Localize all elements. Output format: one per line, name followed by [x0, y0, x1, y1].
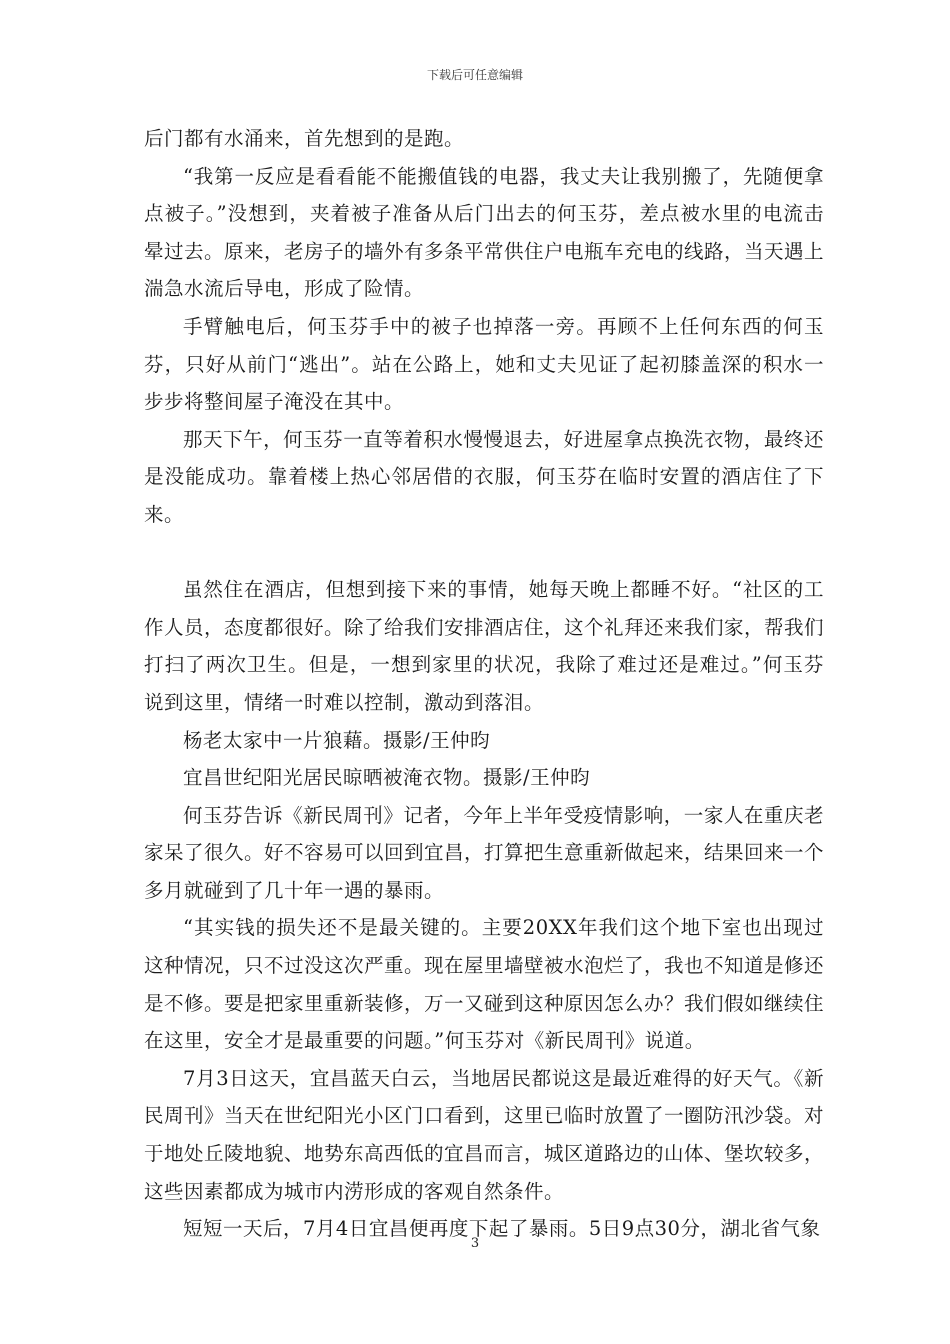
paragraph: 7月3日这天，宜昌蓝天白云，当地居民都说这是最近难得的好天气。《新民周刊》当天在世纪阳光小区门口看到，这里已临时放置了一圈防汛沙袋。对于地处丘陵地貌、地势东高西低的宜昌而言，城区道路边的山体、堡坎较多，这些因素都成为城市内涝形成的客观自然条件。 — [144, 1066, 825, 1203]
paragraph: 短短一天后，7月4日宜昌便再度下起了暴雨。5日9点30分，湖北省气象 — [183, 1217, 821, 1241]
paragraph: “其实钱的损失还不是最关键的。主要20XX年我们这个地下室也出现过这种情况，只不过没这次严重。现在屋里墙壁被水泡烂了，我也不知道是修还是不修。要是把家里重新装修，万一又碰到这种原因怎么办？我们假如继续住在这里，安全才是最重要的问题。”何玉芬对《新民周刊》说道。 — [144, 916, 825, 1053]
paragraph: 何玉芬告诉《新民周刊》记者，今年上半年受疫情影响，一家人在重庆老家呆了很久。好不容易可以回到宜昌，打算把生意重新做起来，结果回来一个多月就碰到了几十年一遇的暴雨。 — [144, 803, 825, 902]
paragraph: “我第一反应是看看能不能搬值钱的电器，我丈夫让我别搬了，先随便拿点被子。”没想到，夹着被子准备从后门出去的何玉芬，差点被水里的电流击晕过去。原来，老房子的墙外有多条平常供住户电瓶车充电的线路，当天遇上湍急水流后导电，形成了险情。 — [144, 164, 825, 301]
page-number: 3 — [470, 1236, 480, 1251]
paragraph: 虽然住在酒店，但想到接下来的事情，她每天晚上都睡不好。“社区的工作人员，态度都很好。除了给我们安排酒店住，这个礼拜还来我们家，帮我们打扫了两次卫生。但是，一想到家里的状况，我除了难过还是难过。”何玉芬说到这里，情绪一时难以控制，激动到落泪。 — [144, 578, 825, 714]
paragraph: 手臂触电后，何玉芬手中的被子也掉落一旁。再顾不上任何东西的何玉芬，只好从前门“逃出”。站在公路上，她和丈夫见证了起初膝盖深的积水一步步将整间屋子淹没在其中。 — [144, 314, 824, 414]
document-body — [144, 120, 824, 1248]
blank-line — [144, 534, 824, 572]
page-header: 下载后可任意编辑 — [426, 68, 523, 82]
photo-caption: 宜昌世纪阳光居民晾晒被淹衣物。摄影/王仲昀 — [183, 766, 591, 790]
paragraph: 后门都有水涌来，首先想到的是跑。 — [144, 127, 465, 150]
paragraph: 那天下午，何玉芬一直等着积水慢慢退去，好进屋拿点换洗衣物，最终还是没能成功。靠着楼上热心邻居借的衣服，何玉芬在临时安置的酒店住了下来。 — [144, 427, 824, 526]
photo-caption: 杨老太家中一片狼藉。摄影/王仲昀 — [183, 728, 491, 752]
